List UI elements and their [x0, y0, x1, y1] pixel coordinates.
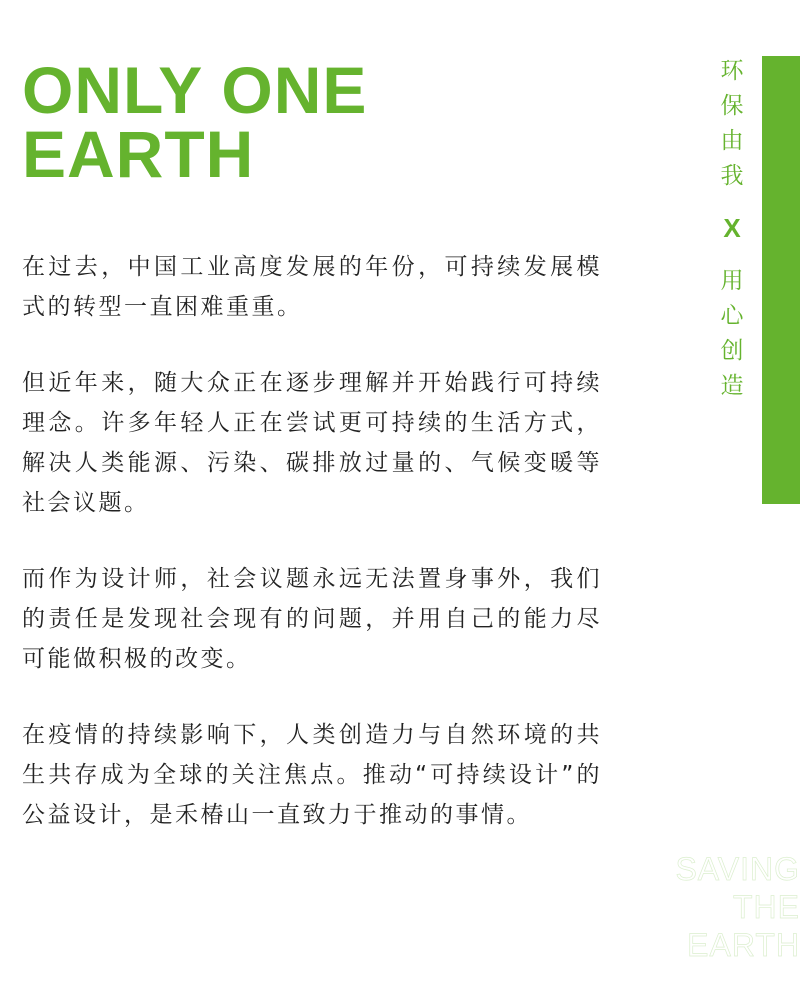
slogan-char: 造 — [720, 373, 744, 399]
slogan-char: 用 — [720, 268, 744, 294]
slogan-char: 心 — [720, 303, 744, 329]
outline-tagline — [675, 850, 800, 964]
slogan-char: 创 — [720, 338, 744, 364]
title-line-2: EARTH — [22, 117, 255, 191]
outline-line-2: THE — [733, 889, 800, 925]
vertical-slogan — [716, 54, 748, 404]
slogan-char: 由 — [720, 128, 744, 154]
outline-line-3: EARTH — [687, 927, 800, 963]
body-text — [22, 247, 602, 871]
outline-line-1: SAVING — [675, 851, 800, 887]
paragraph-1: 在过去，中国工业高度发展的年份，可持续发展模式的转型一直困难重重。 — [22, 254, 602, 320]
page-title — [22, 53, 368, 191]
slogan-char: 我 — [720, 163, 744, 189]
slogan-separator: X — [723, 213, 741, 243]
paragraph-2: 但近年来，随大众正在逐步理解并开始践行可持续理念。许多年轻人正在尝试更可持续的生活方式，解决人类能源、污染、碳排放过量的、气候变暖等社会议题。 — [22, 370, 602, 516]
slogan-char: 环 — [720, 58, 744, 84]
slogan-char: 保 — [720, 93, 744, 119]
green-accent-bar — [762, 56, 800, 504]
paragraph-3: 而作为设计师，社会议题永远无法置身事外，我们的责任是发现社会现有的问题，并用自己的能力尽可能做积极的改变。 — [22, 566, 602, 672]
paragraph-4: 在疫情的持续影响下，人类创造力与自然环境的共生共存成为全球的关注焦点。推动“可持续设计”的公益设计，是禾椿山一直致力于推动的事情。 — [22, 722, 602, 828]
title-line-1: ONLY ONE — [22, 53, 368, 127]
